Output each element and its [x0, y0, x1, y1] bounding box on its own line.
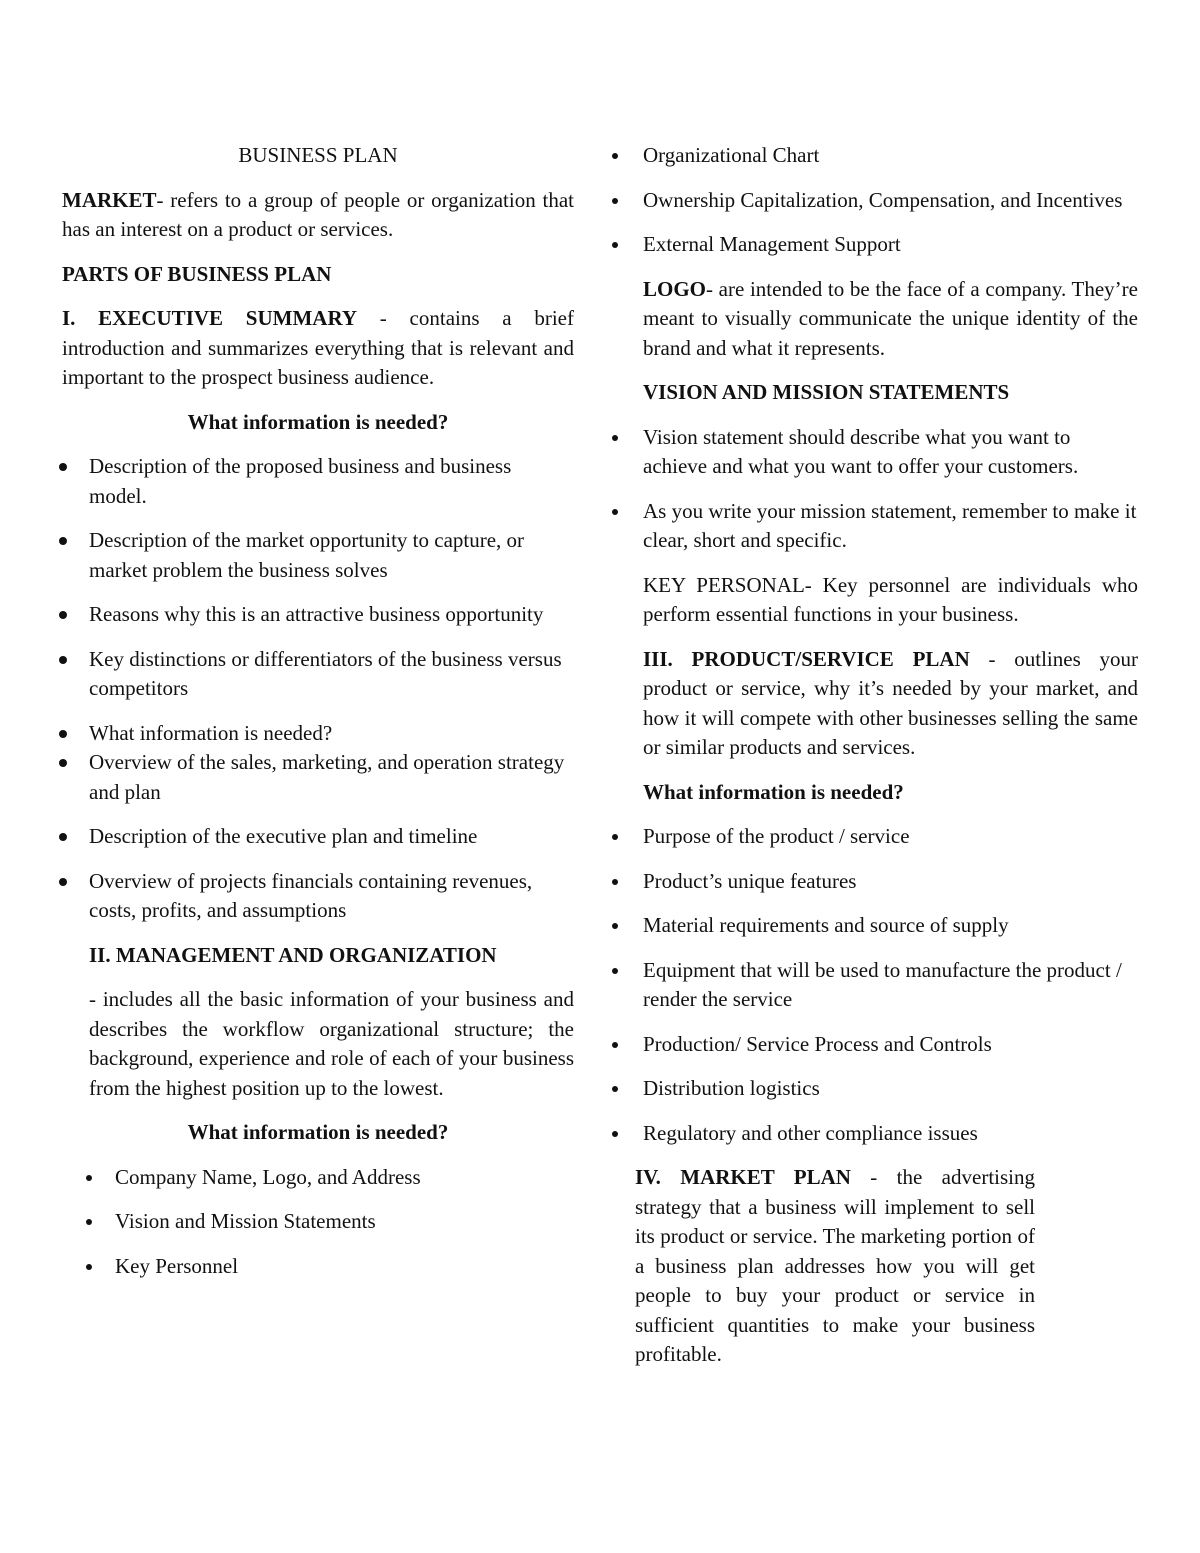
- key-personal-paragraph: KEY PERSONAL- Key personnel are individuals who perform essential functions in your business.: [643, 572, 1138, 626]
- market-term: MARKET: [62, 187, 157, 212]
- list-item: Reasons why this is an attractive business opportunity: [62, 600, 574, 630]
- management-description: - includes all the basic information of your business and describes the workflow organizational structure; the background, experience and role of each of your business from the highest position up to the lowest.: [89, 987, 574, 1100]
- management-list-right: [612, 141, 1138, 260]
- right-column: [612, 141, 1138, 1385]
- product-service-description: - outlines your product or service, why it’s needed by your market, and how it will compete with other businesses selling the same or similar products and services.: [643, 646, 1138, 759]
- market-definition-text: - refers to a group of people or organization that has an interest on a product or services.: [62, 187, 574, 241]
- market-definition: [62, 186, 574, 245]
- logo-definition-text: - are intended to be the face of a company. They’re meant to visually communicate the unique identity of the brand and what it represents.: [643, 276, 1138, 360]
- market-plan-heading: IV. MARKET PLAN: [635, 1165, 851, 1189]
- list-item: Description of the executive plan and timeline: [62, 822, 574, 852]
- list-item: Key Personnel: [88, 1252, 574, 1282]
- executive-summary-description: - contains a brief introduction and summarizes everything that is relevant and important to the prospect business audience.: [62, 306, 574, 389]
- management-heading: II. MANAGEMENT AND ORGANIZATION: [89, 942, 497, 967]
- management-question: What information is needed?: [187, 1120, 449, 1144]
- list-item: Regulatory and other compliance issues: [612, 1119, 1138, 1149]
- executive-summary-paragraph: [62, 304, 574, 393]
- list-item: Equipment that will be used to manufacture the product / render the service: [612, 956, 1138, 1015]
- product-service-question: What information is needed?: [643, 779, 904, 804]
- list-item: External Management Support: [612, 230, 1138, 260]
- list-item: Overview of the sales, marketing, and operation strategy and plan: [62, 748, 574, 807]
- list-item: Key distinctions or differentiators of the business versus competitors: [62, 645, 574, 704]
- market-plan-description: - the advertising strategy that a business will implement to sell its product or service. The marketing portion of a business plan addresses how you will get people to buy your product or service in sufficient quantities to make your business profitable.: [635, 1165, 1035, 1366]
- parts-heading: PARTS OF BUSINESS PLAN: [62, 261, 332, 286]
- product-service-paragraph: [612, 645, 1138, 763]
- logo-term: LOGO: [643, 276, 707, 301]
- left-column: [62, 141, 574, 1296]
- logo-definition: [612, 275, 1138, 364]
- product-service-list: [612, 822, 1138, 1148]
- list-item: What information is needed?: [62, 719, 574, 749]
- list-item: Description of the market opportunity to capture, or market problem the business solves: [62, 526, 574, 585]
- list-item: As you write your mission statement, remember to make it clear, short and specific.: [612, 497, 1138, 556]
- executive-summary-list: [62, 452, 574, 926]
- list-item: Overview of projects financials containing revenues, costs, profits, and assumptions: [62, 867, 574, 926]
- list-item: Distribution logistics: [612, 1074, 1138, 1104]
- list-item: Production/ Service Process and Controls: [612, 1030, 1138, 1060]
- list-item: Vision and Mission Statements: [88, 1207, 574, 1237]
- market-plan-paragraph: [612, 1163, 1035, 1370]
- vision-mission-heading: VISION AND MISSION STATEMENTS: [643, 380, 1010, 404]
- product-service-heading: III. PRODUCT/SERVICE PLAN: [643, 646, 970, 671]
- vision-mission-list: [612, 423, 1138, 556]
- list-item: Material requirements and source of supply: [612, 911, 1138, 941]
- list-item: Ownership Capitalization, Compensation, and Incentives: [612, 186, 1138, 216]
- list-item: Company Name, Logo, and Address: [88, 1163, 574, 1193]
- management-list-left: [88, 1163, 574, 1282]
- document-title: BUSINESS PLAN: [238, 143, 398, 167]
- executive-summary-question: What information is needed?: [187, 409, 449, 434]
- executive-summary-heading: I. EXECUTIVE SUMMARY: [62, 306, 358, 330]
- list-item: Description of the proposed business and business model.: [62, 452, 574, 511]
- list-item: Vision statement should describe what you want to achieve and what you want to offer your customers.: [612, 423, 1138, 482]
- list-item: Organizational Chart: [612, 141, 1138, 171]
- list-item: Product’s unique features: [612, 867, 1138, 897]
- list-item: Purpose of the product / service: [612, 822, 1138, 852]
